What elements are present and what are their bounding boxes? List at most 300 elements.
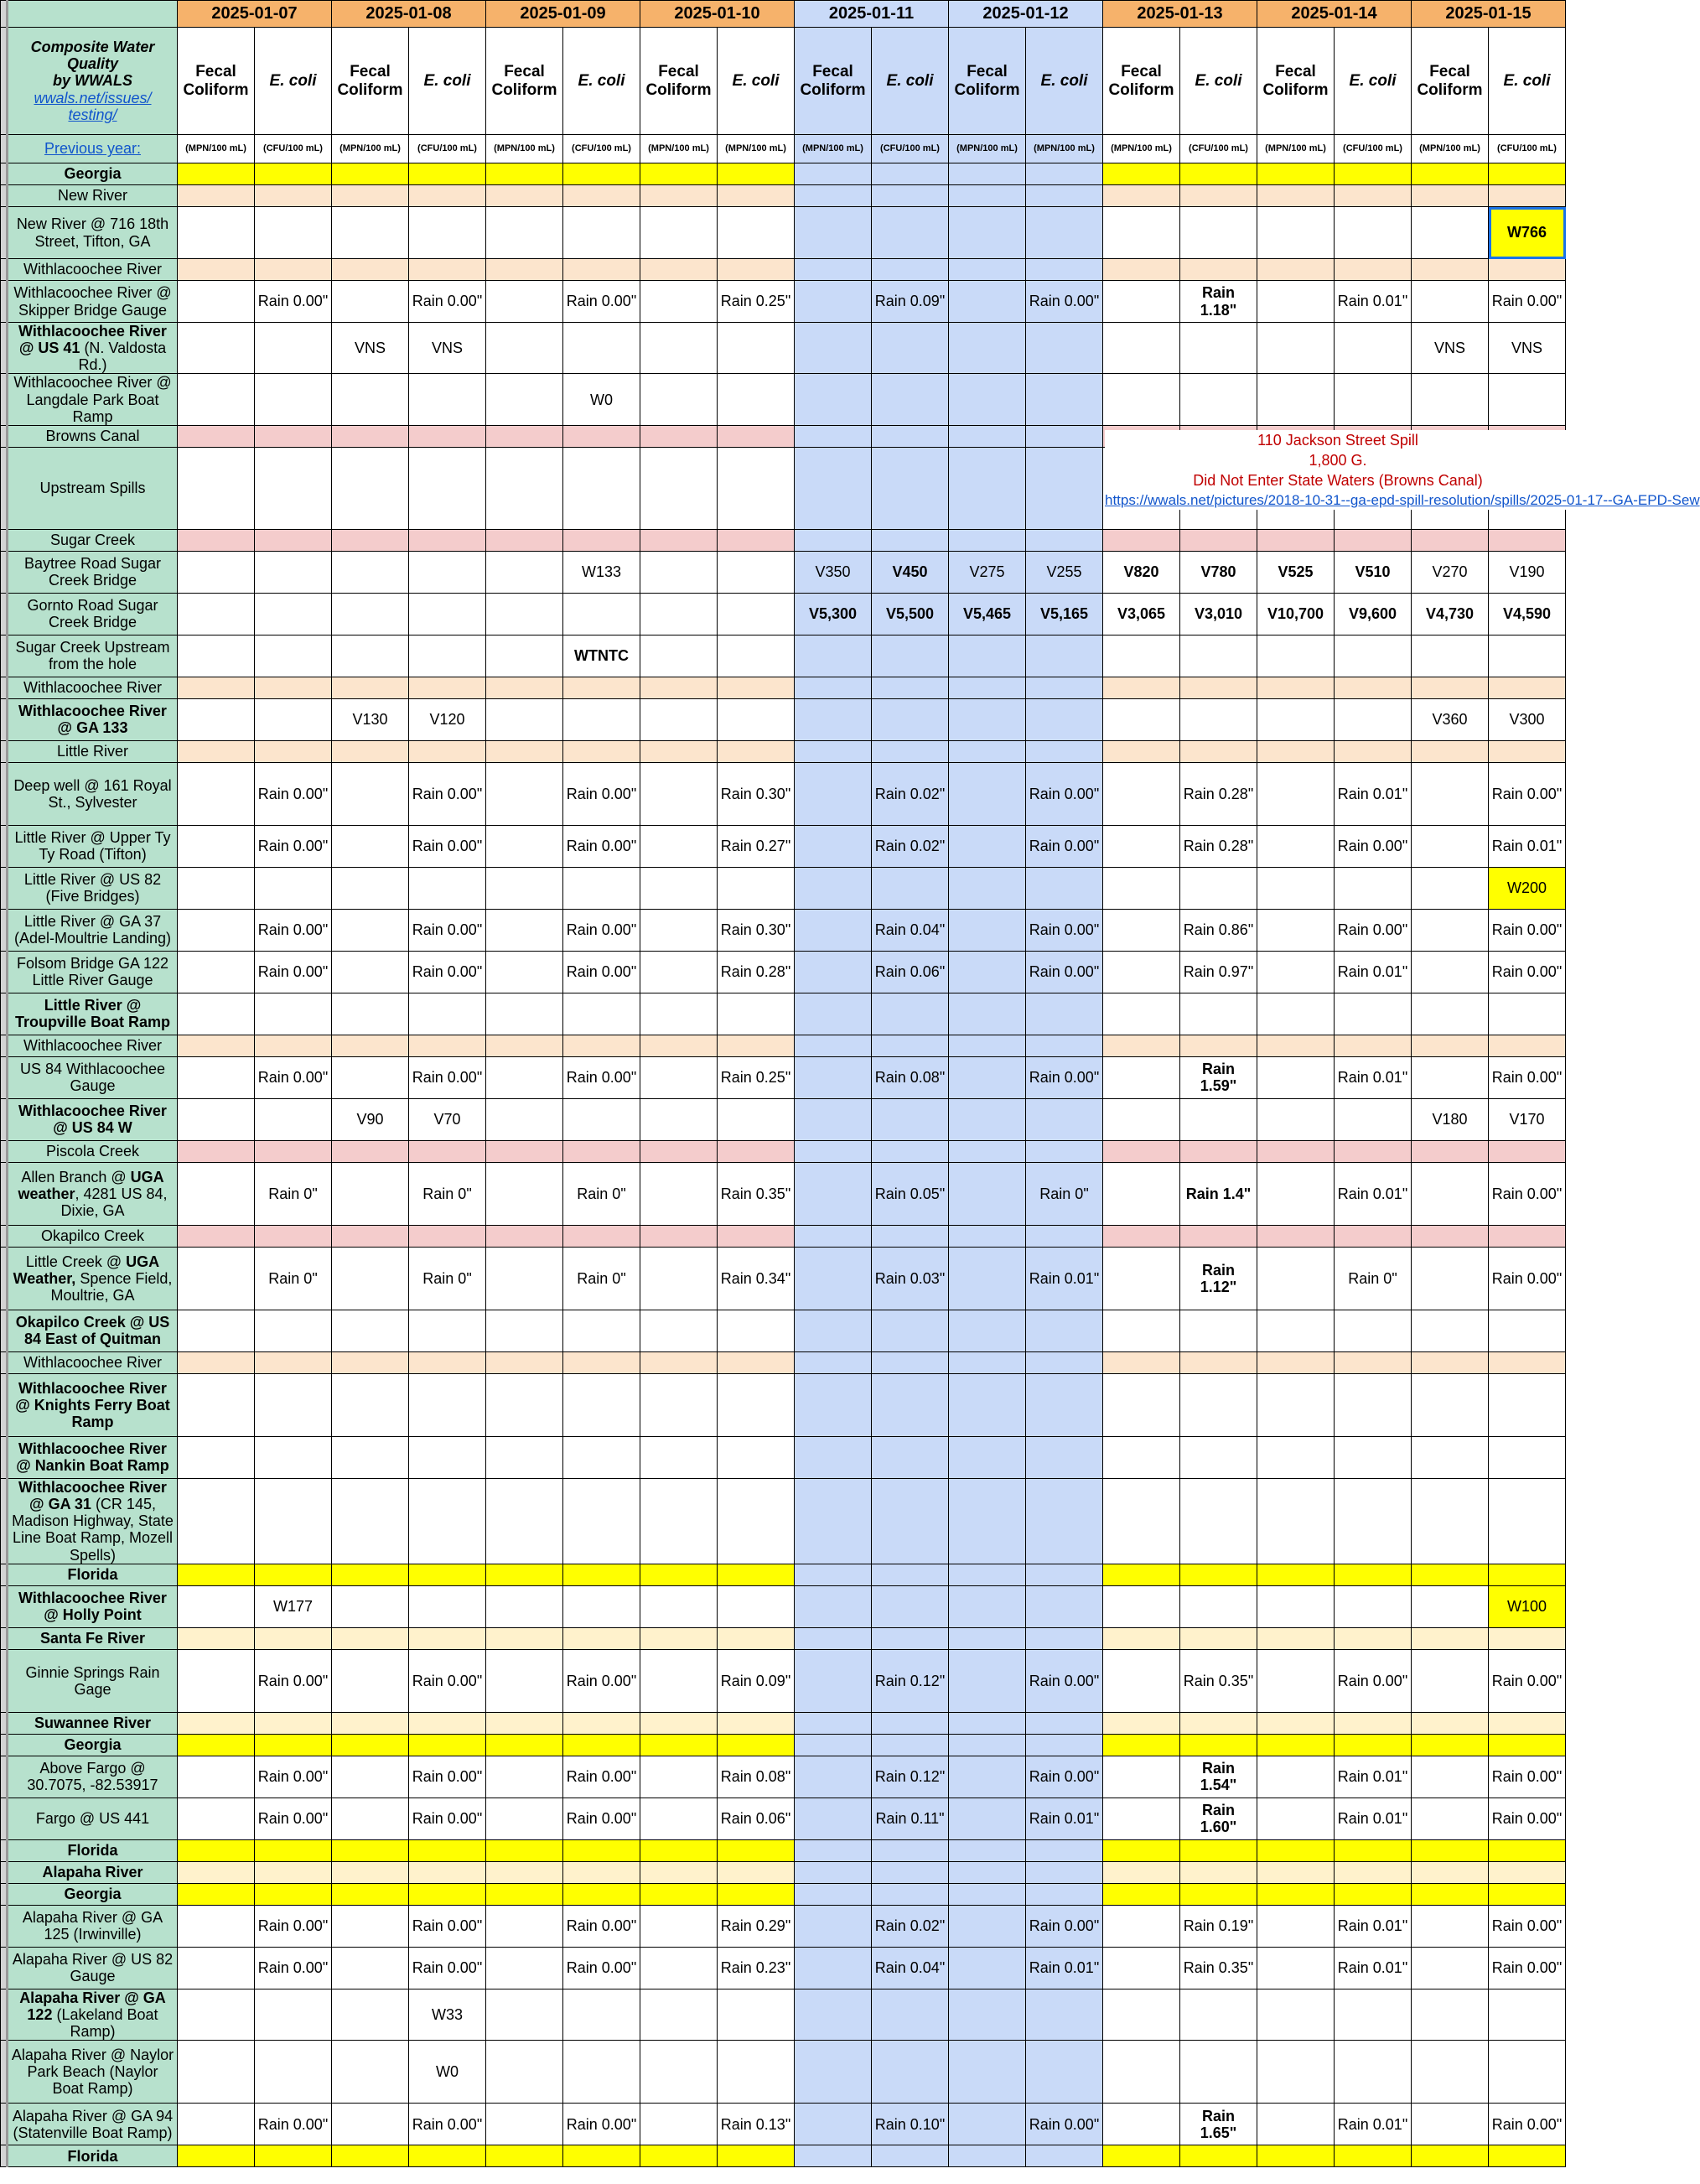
measurement-cell[interactable]: Rain 0.00" <box>409 281 486 323</box>
empty-cell[interactable] <box>1026 2041 1103 2104</box>
empty-cell[interactable] <box>1103 281 1180 323</box>
empty-cell[interactable] <box>1026 163 1103 185</box>
measurement-cell[interactable]: Rain 0.12" <box>872 1649 949 1712</box>
empty-cell[interactable] <box>949 1798 1026 1839</box>
empty-cell[interactable] <box>795 825 872 867</box>
empty-cell[interactable] <box>872 2041 949 2104</box>
measurement-cell[interactable]: Rain 0.00" <box>1026 2104 1103 2145</box>
measurement-cell[interactable]: Rain 0.00" <box>1489 951 1566 993</box>
section-label[interactable] <box>8 163 178 185</box>
empty-cell[interactable] <box>409 740 486 762</box>
empty-cell[interactable] <box>563 1734 640 1756</box>
measurement-cell[interactable]: V275 <box>949 551 1026 593</box>
empty-cell[interactable] <box>486 2104 563 2145</box>
empty-cell[interactable] <box>563 1627 640 1649</box>
measurement-cell[interactable]: Rain 0.00" <box>1335 1649 1412 1712</box>
empty-cell[interactable] <box>795 259 872 281</box>
empty-cell[interactable] <box>640 1627 718 1649</box>
empty-cell[interactable] <box>795 1989 872 2040</box>
empty-cell[interactable] <box>486 1098 563 1140</box>
ecoli-header[interactable]: E. coli <box>1180 28 1257 135</box>
empty-cell[interactable] <box>409 2145 486 2167</box>
empty-cell[interactable] <box>332 281 409 323</box>
empty-cell[interactable] <box>563 425 640 447</box>
measurement-cell[interactable]: Rain 0.00" <box>563 1798 640 1839</box>
empty-cell[interactable] <box>718 1373 795 1436</box>
empty-cell[interactable] <box>872 1712 949 1734</box>
empty-cell[interactable] <box>1103 740 1180 762</box>
empty-cell[interactable] <box>486 1756 563 1798</box>
measurement-cell[interactable]: Rain 0.01" <box>1026 1947 1103 1989</box>
empty-cell[interactable] <box>486 1798 563 1839</box>
empty-cell[interactable] <box>718 551 795 593</box>
empty-cell[interactable] <box>332 163 409 185</box>
empty-cell[interactable] <box>486 2041 563 2104</box>
empty-cell[interactable] <box>255 425 332 447</box>
empty-cell[interactable] <box>486 1056 563 1098</box>
empty-cell[interactable] <box>332 1436 409 1478</box>
empty-cell[interactable] <box>795 1861 872 1883</box>
empty-cell[interactable] <box>563 323 640 374</box>
empty-cell[interactable] <box>1103 323 1180 374</box>
empty-cell[interactable] <box>332 1839 409 1861</box>
empty-cell[interactable] <box>640 1478 718 1564</box>
empty-cell[interactable] <box>332 1351 409 1373</box>
measurement-cell[interactable]: V180 <box>1412 1098 1489 1140</box>
empty-cell[interactable] <box>1335 1373 1412 1436</box>
empty-cell[interactable] <box>1489 1351 1566 1373</box>
empty-cell[interactable] <box>332 1035 409 1056</box>
empty-cell[interactable] <box>949 867 1026 909</box>
empty-cell[interactable] <box>563 2041 640 2104</box>
empty-cell[interactable] <box>332 1712 409 1734</box>
empty-cell[interactable] <box>795 1734 872 1756</box>
empty-cell[interactable] <box>178 825 255 867</box>
empty-cell[interactable] <box>1103 1756 1180 1798</box>
empty-cell[interactable] <box>795 909 872 951</box>
empty-cell[interactable] <box>255 1225 332 1247</box>
empty-cell[interactable] <box>1103 1310 1180 1351</box>
measurement-cell[interactable]: Rain 1.59" <box>1180 1056 1257 1098</box>
empty-cell[interactable] <box>640 529 718 551</box>
measurement-cell[interactable]: Rain 0.00" <box>255 281 332 323</box>
empty-cell[interactable] <box>1180 1373 1257 1436</box>
empty-cell[interactable] <box>1026 374 1103 425</box>
empty-cell[interactable] <box>1335 1627 1412 1649</box>
empty-cell[interactable] <box>255 2041 332 2104</box>
empty-cell[interactable] <box>563 1478 640 1564</box>
section-label[interactable] <box>8 185 178 207</box>
empty-cell[interactable] <box>1412 1140 1489 1162</box>
empty-cell[interactable] <box>718 635 795 677</box>
empty-cell[interactable] <box>1103 635 1180 677</box>
empty-cell[interactable] <box>409 1627 486 1649</box>
empty-cell[interactable] <box>255 1140 332 1162</box>
empty-cell[interactable] <box>1489 1839 1566 1861</box>
empty-cell[interactable] <box>332 1883 409 1905</box>
empty-cell[interactable] <box>1180 867 1257 909</box>
empty-cell[interactable] <box>718 2145 795 2167</box>
measurement-cell[interactable]: W177 <box>255 1585 332 1627</box>
empty-cell[interactable] <box>1257 1649 1335 1712</box>
section-label[interactable] <box>8 1564 178 1585</box>
empty-cell[interactable] <box>640 1373 718 1436</box>
testing-link[interactable]: wwals.net/issues/ testing/ <box>34 89 152 123</box>
empty-cell[interactable] <box>409 1585 486 1627</box>
empty-cell[interactable] <box>332 1905 409 1947</box>
empty-cell[interactable] <box>1412 281 1489 323</box>
section-label[interactable] <box>8 1839 178 1861</box>
measurement-cell[interactable]: Rain 0.02" <box>872 825 949 867</box>
measurement-cell[interactable]: Rain 0" <box>409 1162 486 1225</box>
empty-cell[interactable] <box>1257 1712 1335 1734</box>
fecal-coliform-header[interactable]: Fecal Coliform <box>178 28 255 135</box>
empty-cell[interactable] <box>640 1649 718 1712</box>
measurement-cell[interactable]: Rain 1.60" <box>1180 1798 1257 1839</box>
empty-cell[interactable] <box>872 1989 949 2040</box>
measurement-cell[interactable]: V5,165 <box>1026 593 1103 635</box>
empty-cell[interactable] <box>1180 1225 1257 1247</box>
empty-cell[interactable] <box>255 374 332 425</box>
empty-cell[interactable] <box>795 1162 872 1225</box>
section-label[interactable] <box>8 1712 178 1734</box>
empty-cell[interactable] <box>1257 698 1335 740</box>
empty-cell[interactable] <box>949 1585 1026 1627</box>
site-label[interactable] <box>8 1756 178 1798</box>
empty-cell[interactable] <box>486 551 563 593</box>
empty-cell[interactable] <box>332 2145 409 2167</box>
empty-cell[interactable] <box>718 677 795 698</box>
measurement-cell[interactable]: VNS <box>409 323 486 374</box>
empty-cell[interactable] <box>640 1585 718 1627</box>
empty-cell[interactable] <box>409 207 486 259</box>
empty-cell[interactable] <box>640 677 718 698</box>
measurement-cell[interactable]: Rain 0.00" <box>409 825 486 867</box>
fecal-coliform-header[interactable]: Fecal Coliform <box>640 28 718 135</box>
measurement-cell[interactable]: Rain 0.01" <box>1335 1756 1412 1798</box>
empty-cell[interactable] <box>795 2104 872 2145</box>
empty-cell[interactable] <box>255 447 332 529</box>
empty-cell[interactable] <box>640 281 718 323</box>
measurement-cell[interactable]: Rain 0.28" <box>1180 825 1257 867</box>
empty-cell[interactable] <box>949 740 1026 762</box>
measurement-cell[interactable]: V4,590 <box>1489 593 1566 635</box>
empty-cell[interactable] <box>178 1564 255 1585</box>
empty-cell[interactable] <box>640 1056 718 1098</box>
empty-cell[interactable] <box>332 993 409 1035</box>
empty-cell[interactable] <box>486 1947 563 1989</box>
empty-cell[interactable] <box>1103 374 1180 425</box>
empty-cell[interactable] <box>409 677 486 698</box>
empty-cell[interactable] <box>949 1351 1026 1373</box>
unit-cell[interactable]: (MPN/100 mL) <box>1103 135 1180 163</box>
empty-cell[interactable] <box>486 867 563 909</box>
empty-cell[interactable] <box>1335 207 1412 259</box>
measurement-cell[interactable]: Rain 0.00" <box>563 909 640 951</box>
empty-cell[interactable] <box>486 1351 563 1373</box>
empty-cell[interactable] <box>1489 1478 1566 1564</box>
empty-cell[interactable] <box>178 635 255 677</box>
empty-cell[interactable] <box>949 2041 1026 2104</box>
empty-cell[interactable] <box>1412 2145 1489 2167</box>
site-label[interactable] <box>8 1947 178 1989</box>
empty-cell[interactable] <box>1180 1585 1257 1627</box>
site-label[interactable] <box>8 909 178 951</box>
empty-cell[interactable] <box>178 740 255 762</box>
measurement-cell[interactable]: Rain 0.01" <box>1335 1162 1412 1225</box>
measurement-cell[interactable]: Rain 0.00" <box>1026 1905 1103 1947</box>
empty-cell[interactable] <box>640 1947 718 1989</box>
spill-link[interactable]: https://wwals.net/pictures/2018-10-31--ga-epd-spill-resolution/spills/2025-01-17--GA-EPD-Sew <box>1105 492 1700 508</box>
empty-cell[interactable] <box>949 1373 1026 1436</box>
empty-cell[interactable] <box>178 1947 255 1989</box>
empty-cell[interactable] <box>409 1035 486 1056</box>
empty-cell[interactable] <box>1489 1225 1566 1247</box>
empty-cell[interactable] <box>640 698 718 740</box>
unit-cell[interactable]: (MPN/100 mL) <box>178 135 255 163</box>
measurement-cell[interactable]: Rain 0" <box>563 1247 640 1310</box>
empty-cell[interactable] <box>718 1839 795 1861</box>
measurement-cell[interactable]: V3,010 <box>1180 593 1257 635</box>
empty-cell[interactable] <box>795 1627 872 1649</box>
site-label[interactable] <box>8 762 178 825</box>
empty-cell[interactable] <box>1180 698 1257 740</box>
empty-cell[interactable] <box>332 185 409 207</box>
empty-cell[interactable] <box>1180 740 1257 762</box>
empty-cell[interactable] <box>332 1756 409 1798</box>
measurement-cell[interactable]: Rain 0.29" <box>718 1905 795 1947</box>
measurement-cell[interactable]: Rain 0.23" <box>718 1947 795 1989</box>
empty-cell[interactable] <box>1335 1478 1412 1564</box>
empty-cell[interactable] <box>640 163 718 185</box>
empty-cell[interactable] <box>1180 529 1257 551</box>
ecoli-header[interactable]: E. coli <box>718 28 795 135</box>
empty-cell[interactable] <box>949 2104 1026 2145</box>
empty-cell[interactable] <box>486 2145 563 2167</box>
empty-cell[interactable] <box>563 593 640 635</box>
measurement-cell[interactable]: V5,465 <box>949 593 1026 635</box>
empty-cell[interactable] <box>1257 529 1335 551</box>
empty-cell[interactable] <box>640 740 718 762</box>
empty-cell[interactable] <box>1412 1585 1489 1627</box>
measurement-cell[interactable]: Rain 0.00" <box>1026 1649 1103 1712</box>
empty-cell[interactable] <box>486 259 563 281</box>
empty-cell[interactable] <box>872 529 949 551</box>
empty-cell[interactable] <box>255 1734 332 1756</box>
measurement-cell[interactable]: Rain 0.01" <box>1335 2104 1412 2145</box>
previous-year-link[interactable]: Previous year: <box>44 140 142 158</box>
empty-cell[interactable] <box>1257 1035 1335 1056</box>
empty-cell[interactable] <box>1180 2041 1257 2104</box>
empty-cell[interactable] <box>718 698 795 740</box>
empty-cell[interactable] <box>178 281 255 323</box>
empty-cell[interactable] <box>409 1436 486 1478</box>
empty-cell[interactable] <box>1489 2145 1566 2167</box>
site-label[interactable] <box>8 593 178 635</box>
empty-cell[interactable] <box>872 259 949 281</box>
empty-cell[interactable] <box>1180 1734 1257 1756</box>
empty-cell[interactable] <box>255 323 332 374</box>
empty-cell[interactable] <box>718 1225 795 1247</box>
empty-cell[interactable] <box>795 1247 872 1310</box>
empty-cell[interactable] <box>1026 1861 1103 1883</box>
empty-cell[interactable] <box>332 529 409 551</box>
section-label[interactable] <box>8 1351 178 1373</box>
empty-cell[interactable] <box>1489 259 1566 281</box>
empty-cell[interactable] <box>1180 1627 1257 1649</box>
measurement-cell[interactable]: Rain 0.00" <box>1026 1056 1103 1098</box>
empty-cell[interactable] <box>486 993 563 1035</box>
empty-cell[interactable] <box>178 909 255 951</box>
empty-cell[interactable] <box>1026 259 1103 281</box>
empty-cell[interactable] <box>332 1225 409 1247</box>
empty-cell[interactable] <box>949 185 1026 207</box>
empty-cell[interactable] <box>795 1905 872 1947</box>
empty-cell[interactable] <box>563 1585 640 1627</box>
site-label[interactable] <box>8 1373 178 1436</box>
empty-cell[interactable] <box>640 1098 718 1140</box>
empty-cell[interactable] <box>1412 163 1489 185</box>
empty-cell[interactable] <box>178 447 255 529</box>
measurement-cell[interactable]: W133 <box>563 551 640 593</box>
empty-cell[interactable] <box>640 1756 718 1798</box>
empty-cell[interactable] <box>1103 185 1180 207</box>
empty-cell[interactable] <box>1489 2041 1566 2104</box>
empty-cell[interactable] <box>795 1839 872 1861</box>
fecal-coliform-header[interactable]: Fecal Coliform <box>1257 28 1335 135</box>
measurement-cell[interactable]: Rain 0.00" <box>563 762 640 825</box>
empty-cell[interactable] <box>1180 1140 1257 1162</box>
empty-cell[interactable] <box>486 447 563 529</box>
empty-cell[interactable] <box>486 762 563 825</box>
empty-cell[interactable] <box>332 1627 409 1649</box>
empty-cell[interactable] <box>178 1247 255 1310</box>
empty-cell[interactable] <box>795 2145 872 2167</box>
empty-cell[interactable] <box>1335 1712 1412 1734</box>
empty-cell[interactable] <box>332 867 409 909</box>
empty-cell[interactable] <box>949 1905 1026 1947</box>
empty-cell[interactable] <box>1412 207 1489 259</box>
empty-cell[interactable] <box>332 1947 409 1989</box>
empty-cell[interactable] <box>1257 740 1335 762</box>
measurement-cell[interactable]: Rain 0.10" <box>872 2104 949 2145</box>
empty-cell[interactable] <box>949 1627 1026 1649</box>
section-label[interactable] <box>8 1140 178 1162</box>
empty-cell[interactable] <box>949 207 1026 259</box>
empty-cell[interactable] <box>409 551 486 593</box>
empty-cell[interactable] <box>1257 993 1335 1035</box>
ecoli-header[interactable]: E. coli <box>563 28 640 135</box>
empty-cell[interactable] <box>949 1861 1026 1883</box>
measurement-cell[interactable]: Rain 1.4" <box>1180 1162 1257 1225</box>
empty-cell[interactable] <box>872 1035 949 1056</box>
empty-cell[interactable] <box>178 593 255 635</box>
empty-cell[interactable] <box>332 677 409 698</box>
empty-cell[interactable] <box>1412 1225 1489 1247</box>
empty-cell[interactable] <box>640 1564 718 1585</box>
measurement-cell[interactable]: V120 <box>409 698 486 740</box>
empty-cell[interactable] <box>1257 1373 1335 1436</box>
measurement-cell[interactable]: W100 <box>1489 1585 1566 1627</box>
empty-cell[interactable] <box>178 1734 255 1756</box>
empty-cell[interactable] <box>486 698 563 740</box>
measurement-cell[interactable]: Rain 0.00" <box>255 1947 332 1989</box>
empty-cell[interactable] <box>178 1756 255 1798</box>
empty-cell[interactable] <box>409 1351 486 1373</box>
empty-cell[interactable] <box>949 374 1026 425</box>
measurement-cell[interactable]: Rain 0.00" <box>1026 281 1103 323</box>
empty-cell[interactable] <box>332 762 409 825</box>
empty-cell[interactable] <box>1026 425 1103 447</box>
unit-cell[interactable]: (MPN/100 mL) <box>718 135 795 163</box>
empty-cell[interactable] <box>563 740 640 762</box>
empty-cell[interactable] <box>332 635 409 677</box>
empty-cell[interactable] <box>486 207 563 259</box>
empty-cell[interactable] <box>795 281 872 323</box>
fecal-coliform-header[interactable]: Fecal Coliform <box>486 28 563 135</box>
measurement-cell[interactable]: Rain 0" <box>563 1162 640 1225</box>
empty-cell[interactable] <box>255 740 332 762</box>
empty-cell[interactable] <box>563 1140 640 1162</box>
empty-cell[interactable] <box>255 593 332 635</box>
empty-cell[interactable] <box>640 993 718 1035</box>
empty-cell[interactable] <box>1257 1351 1335 1373</box>
empty-cell[interactable] <box>1026 529 1103 551</box>
empty-cell[interactable] <box>1103 1712 1180 1734</box>
empty-cell[interactable] <box>718 1861 795 1883</box>
empty-cell[interactable] <box>1180 163 1257 185</box>
empty-cell[interactable] <box>1026 1989 1103 2040</box>
site-label[interactable] <box>8 447 178 529</box>
empty-cell[interactable] <box>1257 1310 1335 1351</box>
empty-cell[interactable] <box>1180 1478 1257 1564</box>
empty-cell[interactable] <box>640 1712 718 1734</box>
empty-cell[interactable] <box>563 1839 640 1861</box>
empty-cell[interactable] <box>872 698 949 740</box>
measurement-cell[interactable]: Rain 0.00" <box>255 1649 332 1712</box>
empty-cell[interactable] <box>1412 1310 1489 1351</box>
measurement-cell[interactable]: Rain 1.54" <box>1180 1756 1257 1798</box>
empty-cell[interactable] <box>1257 1989 1335 2040</box>
measurement-cell[interactable]: Rain 0.01" <box>1335 762 1412 825</box>
date-header[interactable]: 2025-01-08 <box>332 1 486 28</box>
site-label[interactable] <box>8 1098 178 1140</box>
measurement-cell[interactable]: Rain 0.09" <box>718 1649 795 1712</box>
empty-cell[interactable] <box>1335 1351 1412 1373</box>
empty-cell[interactable] <box>332 1861 409 1883</box>
empty-cell[interactable] <box>1257 1585 1335 1627</box>
empty-cell[interactable] <box>1335 635 1412 677</box>
empty-cell[interactable] <box>1103 259 1180 281</box>
measurement-cell[interactable]: Rain 0.12" <box>872 1756 949 1798</box>
empty-cell[interactable] <box>178 1351 255 1373</box>
empty-cell[interactable] <box>949 993 1026 1035</box>
empty-cell[interactable] <box>1026 1373 1103 1436</box>
empty-cell[interactable] <box>718 374 795 425</box>
measurement-cell[interactable]: Rain 0.00" <box>563 1947 640 1989</box>
measurement-cell[interactable]: V90 <box>332 1098 409 1140</box>
empty-cell[interactable] <box>1180 1098 1257 1140</box>
measurement-cell[interactable]: Rain 0.00" <box>563 281 640 323</box>
empty-cell[interactable] <box>1257 762 1335 825</box>
measurement-cell[interactable]: Rain 0.35" <box>1180 1649 1257 1712</box>
date-header[interactable]: 2025-01-07 <box>178 1 332 28</box>
empty-cell[interactable] <box>640 1436 718 1478</box>
empty-cell[interactable] <box>640 323 718 374</box>
empty-cell[interactable] <box>1103 1734 1180 1756</box>
empty-cell[interactable] <box>332 1649 409 1712</box>
empty-cell[interactable] <box>178 2104 255 2145</box>
